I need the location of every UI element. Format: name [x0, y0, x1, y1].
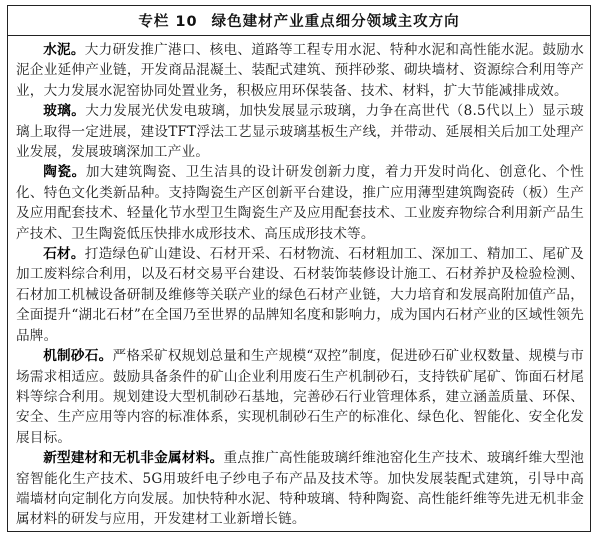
section-lead: 水泥。: [43, 42, 85, 58]
section-text: 打造绿色矿山建设、石材开采、石材物流、石材粗加工、深加工、精加工、尾矿及加工废料综合利用，以及石材交易平台建设、石材装饰装修设计施工、石材养护及检验检测、石材加工机械设备研制及维修等关联产业的绿色石材产业链，大力培育和发展高附加值产品，全面提升“湖北石材”在全国乃至世界的品牌知名度和影响力，成为国内石材产业的区域性领先品牌。: [16, 246, 584, 344]
section-lead: 机制砂石。: [43, 348, 113, 365]
section-lead: 新型建材和无机非金属材料。: [43, 450, 224, 467]
section-text: 加大建筑陶瓷、卫生洁具的设计研发创新力度，着力开发时尚化、创意化、个性化、特色文化类新品种。支持陶瓷生产区创新平台建设，推广应用薄型建筑陶瓷砖（板）生产及应用配套技术、轻量化节水型卫生陶瓷生产及应用配套技术、工业废弃物综合利用新产品生产技术、卫生陶瓷低压快排水成形技术、高压成形技术等。: [16, 164, 584, 242]
section-machine-sand: [16, 346, 584, 448]
section-text: 严格采矿权规划总量和生产规模“双控”制度，促进砂石矿业权数量、规模与市场需求相适应。鼓励具备条件的矿山企业利用废石生产机制砂石，支持铁矿尾矿、饰面石材尾料等综合利用。规划建设大型机制砂石基地，完善砂石行业管理体系，建立涵盖质量、环保、安全、生产应用等内容的标准体系，实现机制砂石生产的标准化、绿色化、智能化、安全化发展目标。: [16, 348, 585, 446]
section-new-materials: [16, 448, 584, 530]
box-title-text: 绿色建材产业重点细分领域主攻方向: [211, 14, 460, 30]
section-ceramics: [16, 162, 584, 244]
section-text: 大力研发推广港口、核电、道路等工程专用水泥、特种水泥和高性能水泥。鼓励水泥企业延伸产业链，开发商品混凝土、装配式建筑、预拌砂浆、砌块墙材、资源综合利用等产业，大力发展水泥窑协同处置业务，积极应用环保装备、技术、材料，扩大节能减排成效。: [16, 42, 584, 99]
section-text: 大力发展光伏发电玻璃，加快发展显示玻璃，力争在高世代（8.5代以上）显示玻璃上取得一定进展，建设TFT浮法工艺显示玻璃基板生产线，并带动、延展相关后加工处理产业发展，发展玻璃深加工产业。: [16, 103, 584, 161]
box-header: [8, 6, 590, 36]
section-lead: 陶瓷。: [43, 164, 86, 181]
section-text: 重点推广高性能玻璃纤维池窑化生产技术、玻璃纤维大型池窑智能化生产技术、5G用玻纤电子纱电子布产品及技术等。加快发展装配式建筑，引导中高端墙材向定制化方向发展。加快特种水泥、特种玻璃、特种陶瓷、高性能纤维等先进无机非金属材料的研发与应用，开发建材工业新增长链。: [16, 450, 584, 528]
feature-box: [7, 5, 591, 532]
box-body: [8, 36, 590, 530]
section-lead: 石材。: [43, 246, 85, 263]
box-title-number: 专栏 10: [138, 14, 198, 30]
box-title: [138, 10, 459, 31]
section-glass: [16, 101, 584, 162]
section-cement: [16, 40, 584, 101]
section-lead: 玻璃。: [43, 103, 86, 120]
section-stone: [16, 244, 584, 346]
